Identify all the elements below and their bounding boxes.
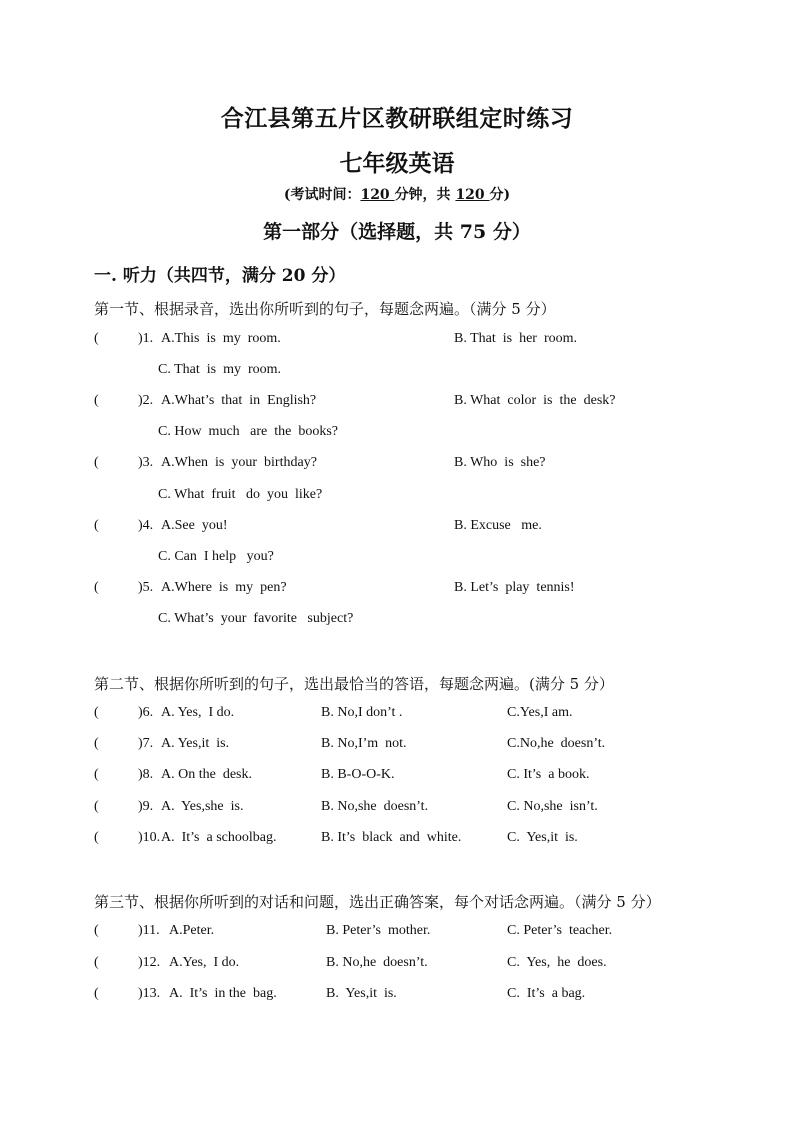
question-row-cont bbox=[94, 611, 714, 631]
exam-score: 120 bbox=[455, 187, 490, 203]
option-a: A. Yes,she is. bbox=[161, 799, 244, 814]
question-row bbox=[94, 705, 714, 725]
option-c: C. How much are the books? bbox=[158, 424, 339, 439]
question-row bbox=[94, 736, 714, 756]
question-row bbox=[94, 455, 714, 475]
answer-paren: ( bbox=[94, 799, 99, 814]
option-c: C.No,he doesn’t. bbox=[507, 736, 606, 751]
answer-paren: ( bbox=[94, 955, 99, 970]
question-number: )11. bbox=[138, 923, 160, 938]
question-row-cont bbox=[94, 424, 714, 444]
question-row bbox=[94, 799, 714, 819]
answer-paren: ( bbox=[94, 518, 99, 533]
question-row bbox=[94, 830, 714, 850]
answer-paren: ( bbox=[94, 986, 99, 1001]
option-b: B. No,I don’t . bbox=[321, 705, 403, 720]
option-a: A.Peter. bbox=[169, 923, 215, 938]
question-row-cont bbox=[94, 487, 714, 507]
option-a: A.When is your birthday? bbox=[161, 455, 317, 470]
subsection-2-title: 第二节、根据你所听到的句子，选出最恰当的答语，每题念两遍。(满分 5 分） bbox=[94, 675, 614, 693]
option-a: A. On the desk. bbox=[161, 767, 252, 782]
option-a: A. It’s a schoolbag. bbox=[161, 830, 277, 845]
option-b: B. No,she doesn’t. bbox=[321, 799, 429, 814]
answer-paren: ( bbox=[94, 705, 99, 720]
option-c: C. Peter’s teacher. bbox=[507, 923, 613, 938]
question-number: )2. bbox=[138, 393, 154, 408]
answer-paren: ( bbox=[94, 455, 99, 470]
option-b: B. What color is the desk? bbox=[454, 393, 616, 408]
exam-time: 120 bbox=[360, 187, 395, 203]
option-a: A. Yes,it is. bbox=[161, 736, 230, 751]
exam-info-middle: 分钟，共 bbox=[394, 187, 456, 203]
question-number: )4. bbox=[138, 518, 154, 533]
question-row bbox=[94, 767, 714, 787]
question-number: )6. bbox=[138, 705, 154, 720]
question-number: )10. bbox=[138, 830, 161, 845]
answer-paren: ( bbox=[94, 767, 99, 782]
option-c: C. That is my room. bbox=[158, 362, 282, 377]
question-row bbox=[94, 580, 714, 600]
question-row-cont bbox=[94, 362, 714, 382]
exam-info-suffix: 分) bbox=[489, 187, 511, 203]
question-number: )8. bbox=[138, 767, 154, 782]
option-c: C. It’s a bag. bbox=[507, 986, 586, 1001]
answer-paren: ( bbox=[94, 331, 99, 346]
option-b: B. No,I’m not. bbox=[321, 736, 407, 751]
question-row bbox=[94, 923, 714, 943]
option-c: C. Yes,it is. bbox=[507, 830, 578, 845]
option-c: C. No,she isn’t. bbox=[507, 799, 598, 814]
option-b: B. Peter’s mother. bbox=[326, 923, 431, 938]
option-a: A.Yes, I do. bbox=[169, 955, 240, 970]
subsection-3-title: 第三节、根据你所听到的对话和问题，选出正确答案，每个对话念两遍。（满分 5 分） bbox=[94, 893, 661, 911]
question-row bbox=[94, 955, 714, 975]
question-number: )13. bbox=[138, 986, 161, 1001]
exam-info bbox=[0, 184, 794, 204]
answer-paren: ( bbox=[94, 830, 99, 845]
option-b: B. Yes,it is. bbox=[326, 986, 397, 1001]
question-number: )5. bbox=[138, 580, 154, 595]
option-c: C. What fruit do you like? bbox=[158, 487, 323, 502]
option-b: B. That is her room. bbox=[454, 331, 578, 346]
option-a: A.This is my room. bbox=[161, 331, 281, 346]
option-a: A.What’s that in English? bbox=[161, 393, 317, 408]
question-number: )7. bbox=[138, 736, 154, 751]
option-a: A. It’s in the bag. bbox=[169, 986, 277, 1001]
option-c: C. It’s a book. bbox=[507, 767, 590, 782]
question-row bbox=[94, 986, 714, 1006]
answer-paren: ( bbox=[94, 923, 99, 938]
question-row-cont bbox=[94, 549, 714, 569]
option-c: C. What’s your favorite subject? bbox=[158, 611, 354, 626]
option-a: A.Where is my pen? bbox=[161, 580, 287, 595]
option-c: C.Yes,I am. bbox=[507, 705, 573, 720]
question-number: )1. bbox=[138, 331, 154, 346]
question-row bbox=[94, 331, 714, 351]
question-number: )12. bbox=[138, 955, 161, 970]
question-row bbox=[94, 518, 714, 538]
option-a: A.See you! bbox=[161, 518, 228, 533]
option-b: B. No,he doesn’t. bbox=[326, 955, 428, 970]
answer-paren: ( bbox=[94, 736, 99, 751]
question-number: )9. bbox=[138, 799, 154, 814]
option-b: B. It’s black and white. bbox=[321, 830, 462, 845]
answer-paren: ( bbox=[94, 393, 99, 408]
option-b: B. Let’s play tennis! bbox=[454, 580, 575, 595]
option-b: B. Who is she? bbox=[454, 455, 546, 470]
subsection-1-title: 第一节、根据录音，选出你所听到的句子，每题念两遍。（满分 5 分） bbox=[94, 300, 556, 318]
exam-info-prefix: (考试时间： bbox=[283, 187, 361, 203]
exam-title: 合江县第五片区教研联组定时练习 bbox=[220, 105, 574, 132]
part-title: 第一部分（选择题，共 75 分） bbox=[263, 221, 531, 243]
option-b: B. B-O-O-K. bbox=[321, 767, 395, 782]
section-listening-title: 一. 听力（共四节，满分 20 分） bbox=[94, 266, 346, 286]
option-b: B. Excuse me. bbox=[454, 518, 542, 533]
answer-paren: ( bbox=[94, 580, 99, 595]
question-row bbox=[94, 393, 714, 413]
option-c: C. Yes, he does. bbox=[507, 955, 607, 970]
question-number: )3. bbox=[138, 455, 154, 470]
option-c: C. Can I help you? bbox=[158, 549, 274, 564]
exam-subject: 七年级英语 bbox=[339, 150, 455, 177]
option-a: A. Yes, I do. bbox=[161, 705, 235, 720]
